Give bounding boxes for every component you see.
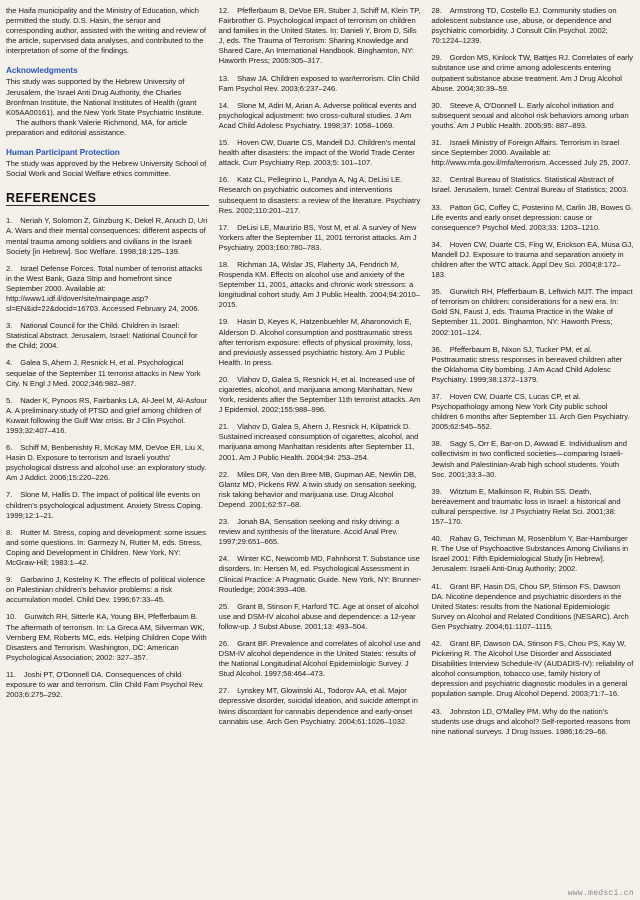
reference-item: 4. Galea S, Ahern J, Resnick H, et al. Psychological sequelae of the September 11 terrorist attacks in New York City. N Engl J Med. 2002;346:982–987. bbox=[6, 358, 201, 388]
reference-item: 43. Johnston LD, O'Malley PM. Why do the nation's students use drugs and alcohol? Self-reported reasons from nine national surveys. J Drug Issues. 1986;16:29–66. bbox=[431, 706, 631, 736]
reference-item: 8. Rutter M. Stress, coping and development: some issues and some questions. In: Garmezy N, Rutter M, eds. Stress, Coping and Development in Children. New York, NY: McGraw-Hill; 1983:1–42. bbox=[6, 527, 206, 568]
reference-item: 26. Grant BF. Prevalence and correlates of alcohol use and DSM-IV alcohol dependence in the United States: results of the National Longitudinal Alcohol Epidemiologic Survey. J Stud Alcohol. 1997;58:464–473. bbox=[218, 638, 421, 679]
intro-paragraph: the Haifa municipality and the Ministry of Education, which permitted the study. D.S. Hasin, the senior and corresponding author, assisted with the writing and review of the article, supervised data analyses, and contributed to the interpretation of some of the findings. bbox=[6, 6, 206, 56]
reference-item: 15. Hoven CW, Duarte CS, Mandell DJ. Children's mental health after disasters: the impact of the World Trade Center attack. Curr Psychiatry Rep. 2003;5: 101–107. bbox=[218, 138, 416, 168]
reference-list-col3 bbox=[431, 6, 634, 737]
reference-list-col1 bbox=[6, 216, 209, 700]
reference-item: 1. Neriah Y, Solomon Z, Ginzburg K, Dekel R, Anuch D, Uri A. Wars and their mental consequences: different aspects of mental trauma among soldiers and civilians in the Israeli Society [in Hebrew]. Soc Welfare. 1998;18:125–139. bbox=[6, 216, 208, 256]
reference-item: 11. Joshi PT, O'Donnell DA. Consequences of child exposure to war and terrorism. Clin Child Fam Psychol Rev. 2003;6:275–292. bbox=[6, 669, 204, 700]
reference-item: 5. Nader K, Pynoos RS, Fairbanks LA, Al-Jeel M, Al-Asfour A. A preliminary study of PTSD and grief among children of Kuwait following the Gulf War crisis. Br J Clin Psychol. 1993;32:407–416. bbox=[6, 395, 208, 435]
human-participant-paragraph: The study was approved by the Hebrew University School of Social Work and Social Welfare ethics committee. bbox=[6, 159, 207, 179]
reference-item: 17. DeLisi LE, Maurizio BS, Yost M, et al. A survey of New Yorkers after the September 11, 2001 terrorist attacks. Am J Psychiatry. 2003;160:780–783. bbox=[218, 222, 417, 252]
reference-item: 35. Gurwitch RH, Pfefferbaum B, Leftwich MJT. The impact of terrorism on children: considerations for a new era. In: Gold SN, Faust J, eds. Trauma Practice in the Wake of September 11, 2001. Binghamton, NY: Haworth Press; 2002:101–124. bbox=[431, 287, 633, 337]
reference-item: 25. Grant B, Stinson F, Harford TC. Age at onset of alcohol use and DSM-IV alcohol abuse and dependence: a 12-year follow-up. J Subst Abuse. 2001;13: 493–504. bbox=[218, 601, 419, 631]
column-middle bbox=[219, 6, 422, 900]
reference-item: 33. Patton GC, Coffey C, Posterino M, Carlin JB, Bowes G. Life events and early onset depression: cause or consequence? Psychol Med. 2003;33: 1203–1210. bbox=[431, 202, 634, 232]
reference-item: 41. Grant BF, Hasin DS, Chou SP, Stinson FS, Dawson DA. Nicotine dependence and psychiatric disorders in the United States: results from the National Epidemiologic Survey on Alcohol and Related Conditions (NESARC). Arch Gen Psychiatry. 2004;61:1107–1115. bbox=[431, 581, 629, 631]
reference-item: 21. Vlahov D, Galea S, Ahern J, Resnick H, Kilpatrick D. Sustained increased consumption of cigarettes, alcohol, and marijuana among Manhattan residents after September 11, 2001. Am J Public Health. 2004;94: 253–254. bbox=[218, 422, 419, 462]
reference-item: 13. Shaw JA. Children exposed to war/terrorism. Clin Child Fam Psychol Rev. 2003;6:237–246. bbox=[218, 73, 420, 93]
reference-item: 19. Hasin D, Keyes K, Hatzenbuehler M, Aharonovich E, Alderson D. Alcohol consumption and posttraumatic stress after terrorism exposure: effects of physical proximity, loss, and previously assessed psychiatric history. Am J Public Health. In press. bbox=[218, 317, 413, 367]
acknowledgments-paragraph: This study was supported by the Hebrew University of Jerusalem, the Israel Anti Drug Authority, the Charles Bronfman Institute, the National Institutes of Health (grant K05AA00161), and the New York State Psychiatric Institute. bbox=[6, 77, 204, 117]
reference-item: 28. Armstrong TD, Costello EJ. Community studies on adolescent substance use, abuse, or dependence and psychiatric comorbidity. J Consult Clin Psychol. 2002; 70:1224–1239. bbox=[431, 6, 617, 46]
reference-item: 2. Israel Defense Forces. Total number of terrorist attacks in the West Bank, Gaza Strip and homefront since September 2000. Available at: http://www1.idf.il/dover/site/mainpage.asp?sl=EN&id=22&docid=16703. Accessed February 24, 2006. bbox=[6, 263, 203, 314]
reference-item: 9. Garbarino J, Kostelny K. The effects of political violence on Palestinian children's behavior problems: a risk accumulation model. Child Dev. 1996;67:33–45. bbox=[6, 575, 205, 605]
column-left bbox=[6, 6, 209, 900]
reference-item: 24. Winter KC, Newcomb MD, Fahnhorst T. Substance use disorders. In: Hersen M, ed. Psychological Assessment in Clinical Practice: A Pragmatic Guide. New York, NY: Brunner-Routledge; 2004:393–408. bbox=[218, 554, 422, 594]
reference-item: 3. National Council for the Child. Children in Israel: Statistical Abstract. Jerusalem, Israel: National Council for the Child; 2004. bbox=[6, 321, 198, 351]
reference-list-col2 bbox=[219, 6, 422, 727]
reference-item: 34. Hoven CW, Duarte CS, Fing W, Erickson EA, Musa GJ, Mandell DJ. Exposure to trauma and separation anxiety in children after the WTC attack. Appl Dev Sci. 2004;8:172–183. bbox=[431, 239, 634, 280]
reference-item: 10. Gurwitch RH, Sitterle KA, Young BH, Pfefferbaum B. The aftermath of terrorism. In: La Greca AM, Silverman WK, Vernberg EM, Roberts MC, eds. Helping Children Cope With Disasters and Terrorism. Washington, DC: American Psychological Association; 2002: 327–357. bbox=[6, 612, 207, 662]
reference-item: 18. Richman JA, Wislar JS, Flaherty JA, Fendrich M, Rospenda KM. Effects on alcohol use and anxiety of the September 11, 2001, attacks and chronic work stressors: a longitudinal cohort study. Am J Public Health. 2004;94:2010–2015. bbox=[218, 259, 420, 310]
reference-item: 29. Gordon MS, Kinlock TW, Battjes RJ. Correlates of early substance use and crime among adolescents entering outpatient substance abuse treatment. Am J Drug Alcohol Abuse. 2004;30:39–59. bbox=[431, 53, 634, 93]
acknowledgments-paragraph-2: The authors thank Valerie Richmond, MA, for article preparation and editorial assistance. bbox=[6, 117, 188, 137]
reference-item: 14. Slone M, Adiri M, Arian A. Adverse political events and psychological adjustment: two cross-cultural studies. J Am Acad Child Adolesc Psychiatry. 1998;37: 1058–1069. bbox=[218, 100, 417, 130]
references-divider bbox=[6, 205, 209, 206]
reference-item: 39. Witztum E, Malkinson R, Rubin SS. Death, bereavement and traumatic loss in Israel: a historical and cultural perspective. Isr J Psychiatry Relat Sci. 2001;38: 157–170. bbox=[431, 486, 621, 527]
reference-item: 12. Pfefferbaum B, DeVoe ER, Stuber J, Schiff M, Klein TP, Fairbrother G. Psychological impact of terrorism on children and families in the United States. In: Danieli Y, Brom D, Sills J, eds. The Trauma of Terrorism: Sharing Knowledge and Shared Care, An International Handbook. Binghamton, NY: Haworth Press; 2005:305–317. bbox=[218, 6, 421, 66]
reference-item: 6. Schiff M, Benbenishty R, McKay MM, DeVoe ER, Liu X, Hasin D. Exposure to terrorism and Israeli youths' psychological distress and alcohol use: an exploratory study. Am J Addict. 2006;15:220–226. bbox=[6, 443, 207, 483]
human-participant-heading: Human Participant Protection bbox=[6, 148, 120, 158]
reference-item: 23. Jonah BA. Sensation seeking and risky driving: a review and synthesis of the literature. Accid Anal Prev. 1997;29:651–665. bbox=[218, 517, 400, 547]
reference-item: 40. Rahav G, Teichman M, Rosenblum Y, Bar-Hamburger R. The Use of Psychoactive Substances Among Civilians in Israel 2001: Fifth Epidemiological Study [in Hebrew]. Jerusalem: Israeli Anti-Drug Authority; 2002. bbox=[431, 534, 629, 574]
reference-item: 30. Steeve A, O'Donnell L. Early alcohol initiation and subsequent sexual and alcohol risk behaviors among urban youths. Am J Public Health. 2005;95: 887–893. bbox=[431, 100, 629, 130]
reference-item: 31. Israeli Ministry of Foreign Affairs. Terrorism in Israel since September 2000. Available at: http://www.mfa.gov.il/mfa/terrorism. Accessed July 25, 2007. bbox=[431, 138, 631, 168]
reference-item: 38. Sagy S, Orr E, Bar-on D, Awwad E. Individualism and collectivism in two conflicted societies—comparing Israeli-Jewish and Palestinian-Arab high school students. Youth Soc. 2001;33:3–30. bbox=[431, 439, 627, 479]
reference-item: 42. Grant BF, Dawson DA, Stinson FS, Chou PS, Kay W, Pickering R. The Alcohol Use Disorder and Associated Disabilities Interview Schedule-IV (AUDADIS-IV): reliability of alcohol consumption, tobacco use, family history of depression and psychiatric diagnostic modules in a general population sample. Drug Alcohol Depend. 2003;71:7–16. bbox=[431, 638, 634, 699]
references-title: REFERENCES bbox=[6, 191, 97, 206]
acknowledgments-heading: Acknowledgments bbox=[6, 66, 78, 76]
reference-item: 27. Lynskey MT, Glowinski AL, Todorov AA, et al. Major depressive disorder, suicidal ideation, and suicide attempt in twins discordant for cannabis dependence and early-onset cannabis use. Arch Gen Psychiatry. 2004;61:1026–1032. bbox=[218, 686, 418, 726]
reference-item: 32. Central Bureau of Statistics. Statistical Abstract of Israel. Jerusalem, Israel: Central Bureau of Statistics; 2003. bbox=[431, 175, 629, 195]
reference-item: 16. Katz CL, Pellegrino L, Pandya A, Ng A, DeLisi LE. Research on psychiatric outcomes and interventions subsequent to disasters: a review of the literature. Psychiatry Res. 2002;110:201–217. bbox=[218, 175, 421, 215]
reference-item: 22. Miles DR, Van den Bree MB, Gupman AE, Newlin DB, Glantz MD, Pickens RW. A twin study on sensation seeking, risk taking behavior and marijuana use. Drug Alcohol Depend. 2001;62:57–68. bbox=[218, 469, 417, 509]
watermark: www.medsci.cn bbox=[567, 889, 634, 898]
reference-item: 7. Slone M, Hallis D. The impact of political life events on children's psychological adjustment. Anxiety Stress Coping. 1999;12:1–21. bbox=[6, 490, 203, 520]
reference-item: 36. Pfefferbaum B, Nixon SJ, Tucker PM, et al. Posttraumatic stress responses in bereaved children after the Oklahoma City bombing. J Am Acad Child Adolesc Psychiatry. 1999;38:1372–1379. bbox=[431, 344, 623, 384]
reference-item: 20. Vlahov D, Galea S, Resnick H, et al. Increased use of cigarettes, alcohol, and marijuana among Manhattan, New York, residents after the September 11th terrorist attacks. Am J Epidemiol. 2002;155:988–996. bbox=[218, 374, 421, 415]
column-right bbox=[431, 6, 634, 900]
reference-item: 37. Hoven CW, Duarte CS, Lucas CP, et al. Psychopathology among New York City public school children 6 months after September 11. Arch Gen Psychiatry. 2005;62:545–552. bbox=[431, 392, 630, 432]
